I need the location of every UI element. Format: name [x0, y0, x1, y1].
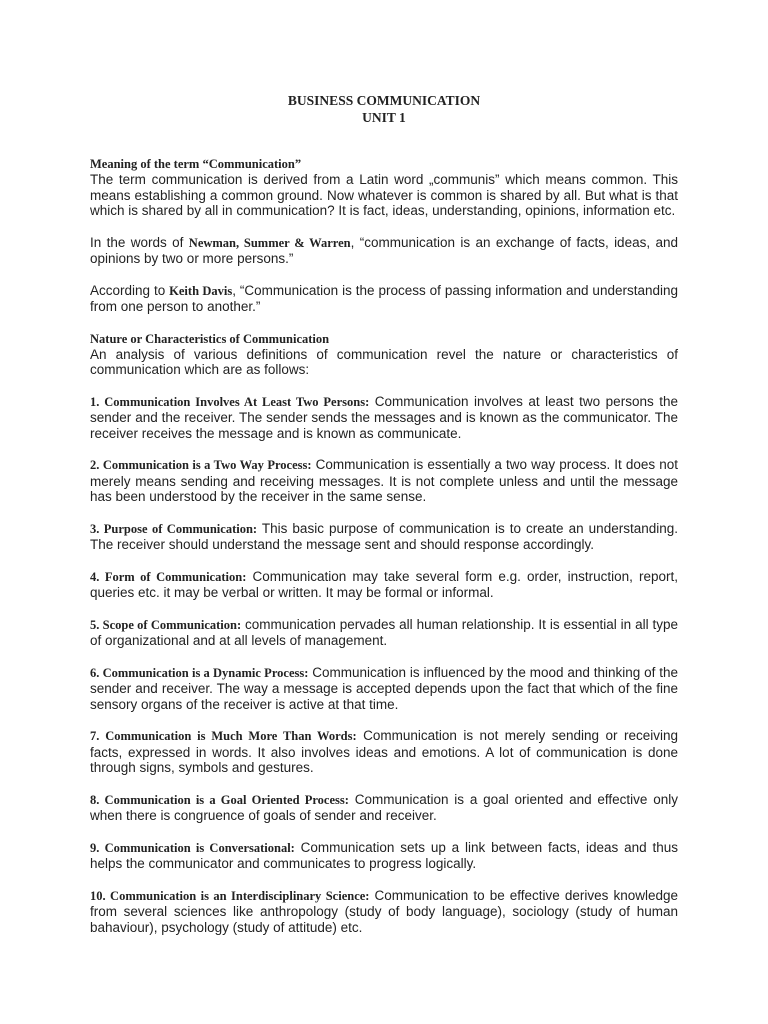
item-text: Communication to be effective derives knowledge from several sciences like anthropology (study of body language), sociology (study of human bahaviour), psychology (study of attitude) etc.	[90, 887, 678, 935]
item-label: 4. Form of Communication:	[90, 569, 247, 584]
davis-prefix: According to	[90, 282, 170, 298]
document-page	[90, 92, 678, 935]
item-text: Communication involves at least two persons the sender and the receiver. The sender sends the messages and is known as the communicator. The receiver receives the message and is known as communicate.	[90, 393, 678, 441]
item-text: This basic purpose of communication is to create an understanding. The receiver should understand the message sent and should response accordingly.	[90, 520, 678, 552]
list-item	[90, 457, 678, 505]
davis-quote: , “Communication is the process of passing information and understanding from one person to another.”	[90, 282, 678, 314]
davis-author: Keith Davis	[169, 283, 233, 298]
newman-prefix: In the words of	[90, 234, 189, 250]
list-item	[90, 792, 678, 824]
meaning-paragraph: The term communication is derived from a Latin word „communis” which means common. This means establishing a common ground. Now whatever is common is shared by all. But what is that which is shared by all in communication? It is fact, ideas, understanding, opinions, information etc.	[90, 172, 678, 218]
list-item	[90, 617, 678, 649]
item-text: Communication sets up a link between facts, ideas and thus helps the communicator and communicates to progress logically.	[90, 839, 678, 871]
item-label: 3. Purpose of Communication:	[90, 521, 258, 536]
nature-heading: Nature or Characteristics of Communication	[90, 331, 330, 346]
list-item	[90, 840, 678, 872]
document-title: BUSINESS COMMUNICATION	[287, 93, 481, 108]
list-item	[90, 665, 678, 713]
item-label: 5. Scope of Communication:	[90, 617, 242, 632]
item-label: 2. Communication is a Two Way Process:	[90, 458, 312, 472]
nature-intro: An analysis of various definitions of communication revel the nature or characteristics of communication which are as follows:	[90, 346, 678, 377]
item-label: 10. Communication is an Interdisciplinary Science:	[90, 888, 370, 903]
list-item	[90, 728, 678, 776]
list-item	[90, 888, 678, 936]
item-label: 1. Communication Involves At Least Two Persons:	[90, 394, 370, 409]
list-item	[90, 521, 678, 553]
item-label: 9. Communication is Conversational:	[90, 840, 295, 855]
item-text: Communication is influenced by the mood and thinking of the sender and receiver. The way a message is accepted depends upon the fact that which of the fine sensory organs of the receiver is active at that time.	[90, 664, 679, 712]
list-item	[90, 569, 678, 601]
item-text: Communication is not merely sending or receiving facts, expressed in words. It also involves ideas and emotions. A lot of communication is done through signs, symbols and gestures.	[90, 728, 678, 775]
newman-quote: , “communication is an exchange of facts, ideas, and opinions by two or more persons.”	[90, 234, 678, 266]
item-label: 6. Communication is a Dynamic Process:	[90, 665, 309, 680]
item-text: Communication may take several form e.g. order, instruction, report, queries etc. it may be verbal or written. It may be formal or informal.	[90, 568, 678, 600]
item-text: Communication is essentially a two way process. It does not merely means sending and receiving messages. It is not complete unless and until the message has been understood by the receiver in the same sense.	[90, 457, 678, 504]
newman-definition	[90, 235, 678, 267]
meaning-heading: Meaning of the term “Communication”	[90, 157, 302, 171]
newman-authors: Newman, Summer & Warren	[188, 235, 351, 250]
item-text: communication pervades all human relationship. It is essential in all type of organizational and at all levels of management.	[90, 616, 678, 648]
list-item	[90, 394, 678, 442]
item-text: Communication is a goal oriented and effective only when there is congruence of goals of sender and receiver.	[90, 791, 678, 823]
unit-label: UNIT 1	[362, 110, 406, 125]
item-label: 7. Communication is Much More Than Words:	[90, 729, 357, 743]
item-label: 8. Communication is a Goal Oriented Process:	[90, 792, 349, 807]
davis-definition	[90, 283, 678, 315]
